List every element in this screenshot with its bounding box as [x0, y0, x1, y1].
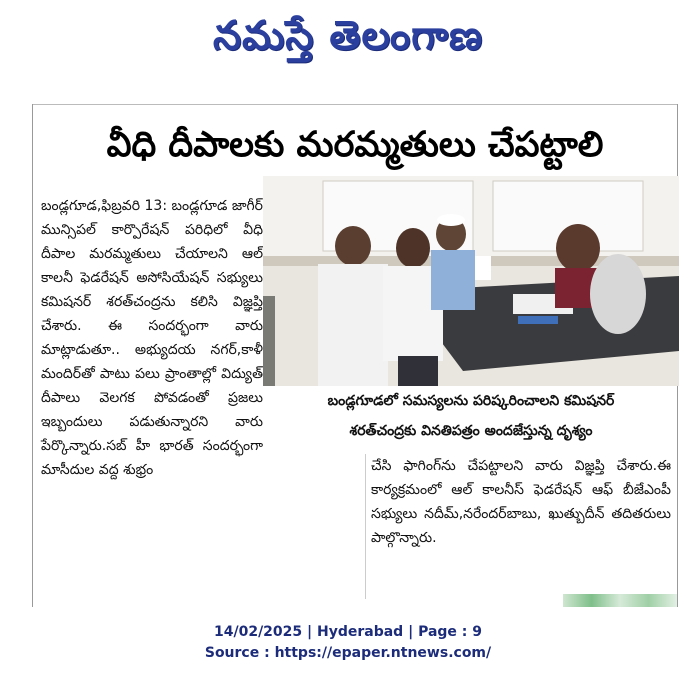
footer-date-edition: 14/02/2025 | Hyderabad | Page : 9	[213, 624, 483, 640]
photo-caption	[263, 386, 679, 450]
caption-line-2: శరత్‌చంద్రకు వినతిపత్రం అందజేస్తున్న దృశ్యం	[349, 423, 593, 439]
source-footer	[0, 622, 696, 664]
news-article	[32, 104, 678, 607]
column-divider	[365, 454, 366, 599]
masthead-title: నమస్తే తెలంగాణ	[212, 13, 484, 59]
body-left-text: బండ్లగూడ,ఫిబ్రవరి 13: బండ్లగూడ జాగీర్ మున్సిపల్ కార్పొరేషన్ పరిధిలో వీధి దీపాల మరమ్మతులు చేయాలని ఆల్ కాలనీ ఫెడరేషన్ అసోసియేషన్ సభ్యులు కమిషనర్ శరత్‌చంద్రను కలిసి విజ్ఞప్తి చేశారు. ఈ సందర్భంగా వారు మాట్లాడుతూ.. అభ్యుదయ నగర్,కాళీ మందిర్‌తో పాటు పలు ప్రాంతాల్లో విద్యుత్ దీపాలు వెలగక పోవడంతో ప్రజలు ఇబ్బందులు పడుతున్నారని వారు పేర్కొన్నారు.సబ్ హీ భారత్ సందర్భంగా మాసీదుల వద్ద శుభ్రం	[41, 198, 263, 478]
article-body-right	[371, 454, 671, 599]
office-meeting-photo	[263, 176, 679, 386]
article-headline: వీధి దీపాలకు మరమ్మతులు చేపట్టాలి	[106, 125, 604, 165]
news-photo	[263, 176, 679, 386]
article-body-left	[41, 194, 263, 599]
footer-source-link[interactable]: Source : https://epaper.ntnews.com/	[204, 645, 492, 661]
photo-fragment	[563, 594, 677, 607]
caption-line-1: బండ్లగూడలో సమస్యలను పరిష్కరించాలని కమిషనర్	[327, 393, 615, 409]
body-right-text: చేసి ఫాగింగ్‌ను చేపట్టాలని వారు విజ్ఞప్తి చేశారు.ఈ కార్యక్రమంలో ఆల్ కాలనీస్ ఫెడరేషన్ ఆఫ్ బీజేఎంపీ సభ్యులు నదీమ్,నరేందర్‌బాబు, ఖుత్బుదీన్ తదితరులు పాల్గొన్నారు.	[371, 458, 671, 546]
top-rule	[33, 104, 677, 105]
